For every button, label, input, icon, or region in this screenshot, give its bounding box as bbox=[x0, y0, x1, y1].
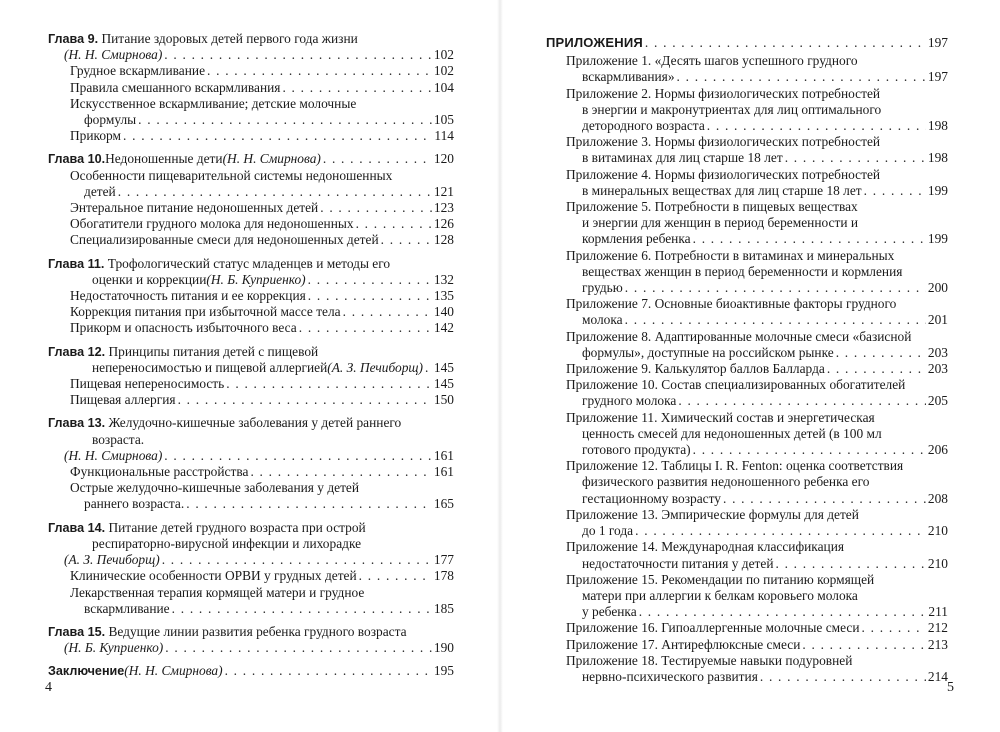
toc-entry-page: 145 bbox=[433, 376, 454, 392]
toc-entry-page: 178 bbox=[433, 568, 454, 584]
chapter-title: возраста. bbox=[92, 431, 145, 447]
chapter-author: (А. З. Печиборщ) bbox=[64, 552, 160, 568]
toc-entry-text: Особенности пищеварительной системы недоношенных bbox=[70, 167, 393, 183]
toc-entry-line bbox=[48, 168, 454, 184]
appendix-entry bbox=[546, 296, 948, 328]
dot-leader bbox=[118, 184, 432, 200]
appendix-line bbox=[546, 426, 948, 442]
appendix-line bbox=[546, 474, 948, 490]
appendix-line bbox=[546, 377, 948, 393]
toc-entry-page: 150 bbox=[433, 392, 454, 408]
appendix-text: Приложение 6. Потребности в витаминах и минеральных bbox=[566, 247, 895, 263]
appendix-entry bbox=[546, 361, 948, 377]
chapter-label: Глава 12. bbox=[48, 344, 106, 359]
appendix-text: гестационному возрасту bbox=[582, 490, 721, 506]
toc-entry-line bbox=[48, 464, 454, 480]
chapter-author-line bbox=[48, 640, 454, 656]
appendix-text: нервно-психического развития bbox=[582, 668, 758, 684]
chapter-title: Недоношенные дети bbox=[105, 151, 223, 167]
appendix-page: 212 bbox=[927, 620, 948, 636]
appendix-line bbox=[546, 248, 948, 264]
appendix-line bbox=[546, 620, 948, 636]
dot-leader bbox=[164, 47, 432, 63]
toc-entry-line bbox=[48, 392, 454, 408]
appendix-entry bbox=[546, 620, 948, 636]
dot-leader bbox=[862, 620, 926, 636]
appendix-text: Приложение 7. Основные биоактивные факторы грудного bbox=[566, 296, 897, 312]
appendix-text: Приложение 2. Нормы физиологических потребностей bbox=[566, 85, 881, 101]
appendix-line bbox=[546, 604, 948, 620]
toc-entry-page: 105 bbox=[433, 112, 454, 128]
chapter-title-line bbox=[48, 432, 454, 448]
appendix-entry bbox=[546, 53, 948, 85]
chapter-block bbox=[48, 663, 454, 679]
appendix-text: Приложение 16. Гипоаллергенные молочные смеси bbox=[566, 620, 860, 636]
chapter-block bbox=[48, 415, 454, 512]
appendix-line bbox=[546, 102, 948, 118]
toc-entry-text: Острые желудочно-кишечные заболевания у детей bbox=[70, 480, 360, 496]
appendix-line bbox=[546, 345, 948, 361]
dot-leader bbox=[827, 361, 926, 377]
dot-leader bbox=[639, 604, 927, 620]
appendix-page: 210 bbox=[927, 523, 948, 539]
chapter-block bbox=[48, 31, 454, 144]
appendix-line bbox=[546, 523, 948, 539]
chapter-title: Питание детей грудного возраста при острой bbox=[108, 519, 366, 535]
appendix-line bbox=[546, 637, 948, 653]
toc-entry-text: Функциональные расстройства bbox=[70, 464, 249, 480]
dot-leader bbox=[693, 231, 926, 247]
dot-leader bbox=[836, 345, 926, 361]
appendix-entry bbox=[546, 134, 948, 166]
appendix-text: Приложение 1. «Десять шагов успешного грудного bbox=[566, 53, 858, 69]
chapter-label: Заключение bbox=[48, 664, 125, 679]
toc-entry-line bbox=[48, 376, 454, 392]
appendix-line bbox=[546, 458, 948, 474]
toc-entry-page: 128 bbox=[433, 232, 454, 248]
appendix-line bbox=[546, 556, 948, 572]
appendix-entry bbox=[546, 458, 948, 507]
chapter-title: Ведущие линии развития ребенка грудного возраста bbox=[108, 623, 407, 639]
dot-leader bbox=[343, 304, 432, 320]
appendix-line bbox=[546, 312, 948, 328]
dot-leader bbox=[178, 392, 432, 408]
dot-leader bbox=[425, 360, 432, 376]
toc-entry-line bbox=[48, 568, 454, 584]
appendix-line bbox=[546, 199, 948, 215]
dot-leader bbox=[677, 69, 926, 85]
dot-leader bbox=[138, 112, 432, 128]
dot-leader bbox=[723, 491, 926, 507]
dot-leader bbox=[381, 232, 432, 248]
appendix-text: вскармливания» bbox=[582, 69, 675, 85]
appendix-line bbox=[546, 280, 948, 296]
appendix-line bbox=[546, 134, 948, 150]
toc-entry-line bbox=[48, 288, 454, 304]
appendix-line bbox=[546, 329, 948, 345]
appendix-line bbox=[546, 296, 948, 312]
appendix-entry bbox=[546, 507, 948, 539]
toc-entry-line bbox=[48, 480, 454, 496]
toc-entry-line bbox=[48, 601, 454, 617]
appendix-line bbox=[546, 69, 948, 85]
chapter-author-line bbox=[48, 448, 454, 464]
dot-leader bbox=[625, 280, 926, 296]
chapter-label: Глава 14. bbox=[48, 520, 106, 535]
chapter-title-line bbox=[48, 272, 454, 288]
dot-leader bbox=[282, 80, 431, 96]
toc-entry-line bbox=[48, 200, 454, 216]
appendix-line bbox=[546, 53, 948, 69]
toc-entry-page: 121 bbox=[433, 183, 454, 199]
appendix-text: Приложение 9. Калькулятор баллов Балларда bbox=[566, 361, 825, 377]
appendix-line bbox=[546, 361, 948, 377]
chapter-title-line bbox=[48, 344, 454, 360]
appendix-text: грудного молока bbox=[582, 393, 677, 409]
toc-entry-line bbox=[48, 128, 454, 144]
appendix-page: 203 bbox=[927, 344, 948, 360]
toc-entry-line bbox=[48, 96, 454, 112]
appendix-text: молока bbox=[582, 312, 623, 328]
appendix-entry bbox=[546, 637, 948, 653]
chapter-author-line bbox=[48, 47, 454, 63]
appendix-text: Приложение 3. Нормы физиологических потребностей bbox=[566, 134, 881, 150]
toc-entry-page: 161 bbox=[433, 464, 454, 480]
dot-leader bbox=[320, 200, 432, 216]
toc-entry-text: Специализированные смеси для недоношенных детей bbox=[70, 232, 379, 248]
chapter-page: 195 bbox=[433, 663, 454, 679]
chapter-author: (Н. Н. Смирнова) bbox=[222, 151, 321, 167]
appendix-line bbox=[546, 183, 948, 199]
chapter-title: Трофологический статус младенцев и методы его bbox=[107, 255, 391, 271]
toc-entry-text: Недостаточность питания и ее коррекция bbox=[70, 288, 306, 304]
chapter-author: (Н. Н. Смирнова) bbox=[124, 663, 223, 679]
dot-leader bbox=[645, 35, 926, 51]
chapter-label: Глава 9. bbox=[48, 32, 99, 46]
chapter-title-line bbox=[48, 536, 454, 552]
toc-entry-text: Правила смешанного вскармливания bbox=[70, 79, 281, 95]
appendix-entry bbox=[546, 539, 948, 571]
dot-leader bbox=[775, 556, 925, 572]
appendix-page: 210 bbox=[927, 555, 948, 571]
appendix-page: 203 bbox=[927, 361, 948, 377]
appendix-text: Приложение 12. Таблицы I. R. Fenton: оценка соответствия bbox=[566, 458, 904, 474]
right-page bbox=[500, 0, 1000, 732]
toc-entry-page: 140 bbox=[433, 304, 454, 320]
appendix-page: 206 bbox=[927, 442, 948, 458]
dot-leader bbox=[225, 663, 432, 679]
chapter-page: 161 bbox=[433, 447, 454, 463]
appendix-line bbox=[546, 539, 948, 555]
toc-entry-line bbox=[48, 496, 454, 512]
chapter-title: респираторно-вирусной инфекции и лихорадке bbox=[92, 535, 362, 551]
toc-entry-line bbox=[48, 80, 454, 96]
appendix-line bbox=[546, 442, 948, 458]
dot-leader bbox=[172, 601, 432, 617]
chapter-title-line bbox=[48, 31, 454, 47]
toc-entry-text: Обогатители грудного молока для недоношенных bbox=[70, 216, 354, 232]
appendix-line bbox=[546, 86, 948, 102]
appendix-text: у ребенка bbox=[582, 604, 637, 620]
chapter-page: 102 bbox=[433, 47, 454, 63]
appendix-text: Приложение 18. Тестируемые навыки подуровней bbox=[566, 652, 853, 668]
appendix-line bbox=[546, 410, 948, 426]
toc-entry-line bbox=[48, 216, 454, 232]
section-title: ПРИЛОЖЕНИЯ bbox=[546, 35, 643, 50]
appendix-text: и энергии для женщин в период беременности и bbox=[582, 215, 858, 231]
appendix-entry bbox=[546, 377, 948, 409]
toc-entry-text: Прикорм bbox=[70, 128, 122, 144]
appendix-text: кормления ребенка bbox=[582, 231, 691, 247]
chapter-title-line bbox=[48, 360, 454, 376]
chapter-block bbox=[48, 520, 454, 617]
appendix-text: детородного возраста bbox=[582, 118, 705, 134]
appendix-line bbox=[546, 231, 948, 247]
appendix-line bbox=[546, 167, 948, 183]
appendix-text: веществах женщин в период беременности и кормления bbox=[582, 263, 903, 279]
chapter-author: (А. З. Печиборщ) bbox=[327, 359, 423, 375]
appendix-text: Приложение 8. Адаптированные молочные смеси «базисной bbox=[566, 328, 912, 344]
appendix-entry bbox=[546, 572, 948, 621]
toc-entry-page: 114 bbox=[434, 128, 454, 144]
toc-entry-page: 102 bbox=[433, 63, 454, 79]
appendix-page: 214 bbox=[927, 668, 948, 684]
appendix-entry bbox=[546, 167, 948, 199]
dot-leader bbox=[299, 320, 432, 336]
dot-leader bbox=[186, 496, 432, 512]
chapter-title-line bbox=[48, 663, 454, 679]
chapter-title: Питание здоровых детей первого года жизни bbox=[101, 31, 358, 46]
appendix-text: Приложение 17. Антирефлюксные смеси bbox=[566, 636, 801, 652]
appendix-line bbox=[546, 393, 948, 409]
appendix-page: 213 bbox=[927, 636, 948, 652]
dot-leader bbox=[226, 376, 432, 392]
appendix-entry bbox=[546, 329, 948, 361]
toc-entry-text: Клинические особенности ОРВИ у грудных детей bbox=[70, 568, 357, 584]
chapter-page: 177 bbox=[433, 552, 454, 568]
toc-entry-text: вскармливание bbox=[84, 600, 170, 616]
dot-leader bbox=[162, 552, 432, 568]
dot-leader bbox=[308, 272, 432, 288]
dot-leader bbox=[693, 442, 926, 458]
toc-entry-text: детей bbox=[84, 183, 116, 199]
toc-entry-line bbox=[48, 320, 454, 336]
toc-entry-text: раннего возраста. bbox=[84, 496, 185, 512]
dot-leader bbox=[760, 669, 926, 685]
dot-leader bbox=[864, 183, 926, 199]
appendix-entry bbox=[546, 199, 948, 248]
chapter-title: оценки и коррекции bbox=[92, 271, 207, 287]
toc-entry-line bbox=[48, 184, 454, 200]
appendix-page: 208 bbox=[927, 490, 948, 506]
appendix-text: формулы», доступные на российском рынке bbox=[582, 344, 834, 360]
toc-entry-page: 142 bbox=[433, 320, 454, 336]
appendix-entry bbox=[546, 86, 948, 135]
appendix-line bbox=[546, 150, 948, 166]
appendix-entry bbox=[546, 410, 948, 459]
appendix-page: 199 bbox=[927, 182, 948, 198]
toc-entry-page: 165 bbox=[433, 496, 454, 512]
chapter-page: 132 bbox=[433, 271, 454, 287]
toc-entry-text: Прикорм и опасность избыточного веса bbox=[70, 320, 297, 336]
dot-leader bbox=[165, 640, 432, 656]
appendix-page: 205 bbox=[927, 393, 948, 409]
chapter-block bbox=[48, 344, 454, 409]
appendix-page: 200 bbox=[927, 280, 948, 296]
appendix-page: 197 bbox=[927, 69, 948, 85]
appendix-text: недостаточности питания у детей bbox=[582, 555, 774, 571]
chapter-author: (Н. Б. Куприенко) bbox=[206, 271, 306, 287]
chapter-title-line bbox=[48, 520, 454, 536]
toc-entry-line bbox=[48, 304, 454, 320]
chapter-author: (Н. Б. Куприенко) bbox=[64, 640, 164, 656]
toc-entry-page: 185 bbox=[433, 600, 454, 616]
chapter-title-line bbox=[48, 624, 454, 640]
toc-entry-text: Пищевая аллергия bbox=[70, 392, 176, 408]
section-page: 197 bbox=[927, 35, 948, 50]
toc-entry-line bbox=[48, 585, 454, 601]
dot-leader bbox=[308, 288, 432, 304]
appendix-line bbox=[546, 215, 948, 231]
dot-leader bbox=[678, 393, 926, 409]
toc-entry-page: 135 bbox=[433, 288, 454, 304]
appendix-line bbox=[546, 669, 948, 685]
toc-entry-text: формулы bbox=[84, 112, 137, 128]
chapter-title: Желудочно-кишечные заболевания у детей раннего bbox=[108, 415, 402, 431]
toc-entry-text: Коррекция питания при избыточной массе тела bbox=[70, 304, 341, 320]
appendix-line bbox=[546, 264, 948, 280]
appendix-entry bbox=[546, 248, 948, 297]
appendix-text: Приложение 14. Международная классификация bbox=[566, 539, 845, 555]
appendix-page: 201 bbox=[927, 312, 948, 328]
appendix-page: 211 bbox=[928, 604, 948, 620]
appendix-text: в минеральных веществах для лиц старше 18 лет bbox=[582, 182, 862, 198]
toc-entry-text: Искусственное вскармливание; детские молочные bbox=[70, 95, 357, 111]
toc-entry-text: Грудное вскармливание bbox=[70, 63, 206, 79]
appendix-text: Приложение 4. Нормы физиологических потребностей bbox=[566, 166, 881, 182]
dot-leader bbox=[250, 464, 431, 480]
left-toc bbox=[48, 31, 454, 681]
chapter-page: 120 bbox=[433, 151, 454, 167]
chapter-label: Глава 15. bbox=[48, 624, 106, 639]
appendix-text: готового продукта) bbox=[582, 442, 691, 458]
dot-leader bbox=[785, 150, 926, 166]
chapter-block bbox=[48, 624, 454, 656]
chapter-title: непереносимостью и пищевой аллергией bbox=[92, 359, 328, 375]
toc-entry-line bbox=[48, 112, 454, 128]
dot-leader bbox=[802, 637, 926, 653]
chapter-label: Глава 13. bbox=[48, 416, 106, 431]
chapter-author: (Н. Н. Смирнова) bbox=[64, 47, 163, 63]
dot-leader bbox=[207, 63, 432, 79]
appendix-line bbox=[546, 118, 948, 134]
right-toc bbox=[546, 35, 948, 685]
appendix-text: в энергии и макронутриентах для лиц оптимального bbox=[582, 101, 882, 117]
appendix-text: Приложение 11. Химический состав и энергетическая bbox=[566, 409, 875, 425]
dot-leader bbox=[123, 128, 432, 144]
appendix-text: ценность смесей для недоношенных детей (в 100 мл bbox=[582, 425, 882, 441]
toc-entry-text: Пищевая непереносимость bbox=[70, 376, 225, 392]
appendix-text: до 1 года bbox=[582, 523, 634, 539]
appendix-line bbox=[546, 653, 948, 669]
toc-entry-line bbox=[48, 232, 454, 248]
appendix-text: грудью bbox=[582, 280, 623, 296]
appendix-text: матери при аллергии к белкам коровьего молока bbox=[582, 587, 858, 603]
appendix-line bbox=[546, 491, 948, 507]
toc-entry-page: 126 bbox=[433, 216, 454, 232]
appendix-line bbox=[546, 572, 948, 588]
appendix-text: в витаминах для лиц старше 18 лет bbox=[582, 150, 783, 166]
dot-leader bbox=[707, 118, 926, 134]
dot-leader bbox=[164, 448, 432, 464]
chapter-page: 145 bbox=[433, 359, 454, 375]
appendix-text: Приложение 13. Эмпирические формулы для детей bbox=[566, 506, 859, 522]
dot-leader bbox=[323, 151, 432, 167]
chapter-label: Глава 11. bbox=[48, 256, 105, 271]
chapter-title: Принципы питания детей с пищевой bbox=[108, 343, 319, 359]
chapter-author: (Н. Н. Смирнова) bbox=[64, 447, 163, 463]
appendix-page: 199 bbox=[927, 231, 948, 247]
chapter-block bbox=[48, 256, 454, 337]
appendix-text: Приложение 10. Состав специализированных обогатителей bbox=[566, 377, 906, 393]
appendix-page: 198 bbox=[927, 118, 948, 134]
toc-entry-text: Энтеральное питание недоношенных детей bbox=[70, 200, 319, 216]
appendix-text: физического развития недоношенного ребенка его bbox=[582, 474, 870, 490]
appendix-text: Приложение 5. Потребности в пищевых веществах bbox=[566, 199, 858, 215]
appendix-line bbox=[546, 507, 948, 523]
page-number-right: 5 bbox=[947, 680, 954, 695]
chapter-author-line bbox=[48, 552, 454, 568]
toc-entry-line bbox=[48, 63, 454, 79]
page-number-left: 4 bbox=[45, 680, 52, 695]
toc-entry-page: 123 bbox=[433, 200, 454, 216]
dot-leader bbox=[356, 216, 432, 232]
appendix-line bbox=[546, 588, 948, 604]
toc-entry-text: Лекарственная терапия кормящей матери и грудное bbox=[70, 584, 365, 600]
appendix-entry bbox=[546, 653, 948, 685]
appendix-section-heading bbox=[546, 35, 948, 51]
dot-leader bbox=[359, 568, 432, 584]
chapter-title-line bbox=[48, 151, 454, 167]
chapter-title-line bbox=[48, 415, 454, 431]
chapter-block bbox=[48, 151, 454, 248]
chapter-page: 190 bbox=[433, 640, 454, 656]
dot-leader bbox=[635, 523, 926, 539]
dot-leader bbox=[625, 312, 926, 328]
toc-entry-page: 104 bbox=[433, 79, 454, 95]
appendix-text: Приложение 15. Рекомендации по питанию кормящей bbox=[566, 571, 875, 587]
appendix-page: 198 bbox=[927, 150, 948, 166]
chapter-title-line bbox=[48, 256, 454, 272]
chapter-label: Глава 10. bbox=[48, 152, 106, 167]
